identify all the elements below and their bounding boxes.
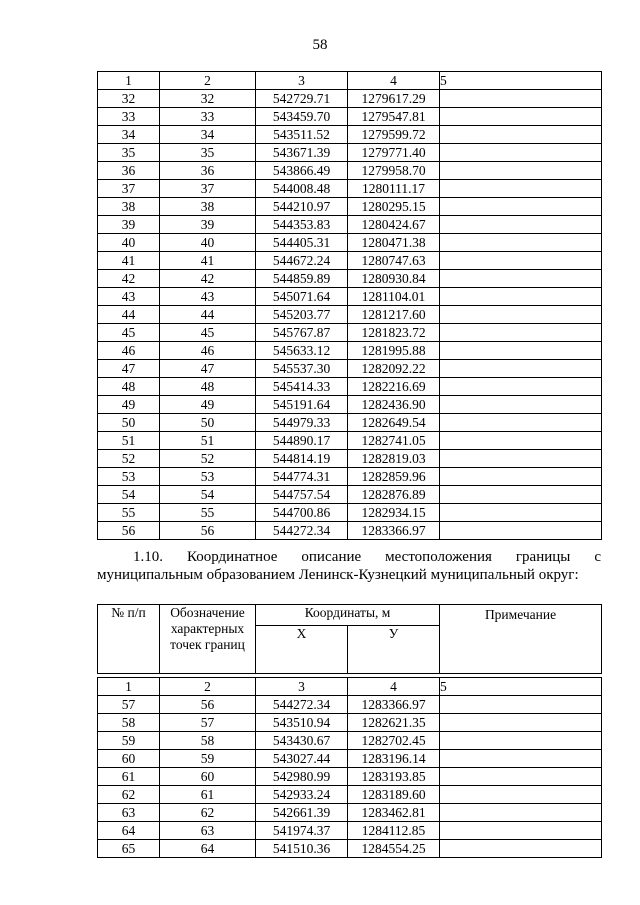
table-cell: 545414.33: [256, 378, 348, 396]
table-cell: 544700.86: [256, 504, 348, 522]
column-number: 4: [348, 72, 440, 90]
table-cell: 1283366.97: [348, 522, 440, 540]
table-cell: [440, 126, 602, 144]
table-row: [98, 288, 602, 306]
table-row: [98, 144, 602, 162]
table-cell: 1280424.67: [348, 216, 440, 234]
table-cell: 60: [98, 750, 160, 768]
table-cell: 1281823.72: [348, 324, 440, 342]
table-row: [98, 306, 602, 324]
table-row: [98, 216, 602, 234]
table-cell: 47: [160, 360, 256, 378]
table-row: [98, 162, 602, 180]
table-cell: 544774.31: [256, 468, 348, 486]
table-cell: 52: [98, 450, 160, 468]
table-cell: 41: [160, 252, 256, 270]
table-cell: [440, 696, 602, 714]
table-cell: 55: [160, 504, 256, 522]
table-cell: 543459.70: [256, 108, 348, 126]
coordinates-table-continued: [97, 71, 602, 540]
table-cell: 1282876.89: [348, 486, 440, 504]
table-cell: 1283462.81: [348, 804, 440, 822]
table-cell: 1282092.22: [348, 360, 440, 378]
table-row: [98, 696, 602, 714]
table-cell: 35: [98, 144, 160, 162]
table-cell: 42: [160, 270, 256, 288]
table-cell: 542933.24: [256, 786, 348, 804]
section-heading-line: 1.10. Координатное описание местоположения границы с: [133, 549, 601, 565]
table-row: [98, 714, 602, 732]
table-cell: [440, 198, 602, 216]
table-cell: [440, 342, 602, 360]
table-cell: 33: [160, 108, 256, 126]
table-cell: [440, 714, 602, 732]
table-cell: 40: [160, 234, 256, 252]
table-cell: 51: [160, 432, 256, 450]
table-cell: 56: [160, 696, 256, 714]
table-cell: [440, 468, 602, 486]
table-cell: 40: [98, 234, 160, 252]
table-cell: 42: [98, 270, 160, 288]
table-row: [98, 180, 602, 198]
table-cell: 544353.83: [256, 216, 348, 234]
column-number: 3: [256, 678, 348, 696]
table-cell: 541510.36: [256, 840, 348, 858]
table-cell: [440, 504, 602, 522]
table-cell: 543027.44: [256, 750, 348, 768]
coordinates-table-new: [97, 677, 602, 858]
table-cell: 1280111.17: [348, 180, 440, 198]
table-cell: 545767.87: [256, 324, 348, 342]
table-cell: 64: [98, 822, 160, 840]
header-x: X: [256, 626, 348, 674]
page-number: 58: [312, 37, 328, 53]
table-cell: 542980.99: [256, 768, 348, 786]
table-cell: 1282934.15: [348, 504, 440, 522]
table-cell: [440, 750, 602, 768]
table-row: [98, 840, 602, 858]
table-row: [98, 378, 602, 396]
table-row: [98, 270, 602, 288]
table-cell: [440, 90, 602, 108]
column-number: 1: [98, 678, 160, 696]
table-row: [98, 732, 602, 750]
column-number: 5: [440, 72, 602, 90]
header-coordinates: Координаты, м: [256, 605, 440, 626]
table-cell: 545071.64: [256, 288, 348, 306]
table-cell: 543510.94: [256, 714, 348, 732]
table-cell: 47: [98, 360, 160, 378]
table-cell: 61: [160, 786, 256, 804]
table-cell: 544979.33: [256, 414, 348, 432]
table-row: [98, 504, 602, 522]
table-row: [98, 768, 602, 786]
table-row: [98, 522, 602, 540]
table-cell: 38: [98, 198, 160, 216]
table-row: [98, 360, 602, 378]
table-cell: 34: [160, 126, 256, 144]
table-cell: [440, 786, 602, 804]
table-cell: 57: [98, 696, 160, 714]
table-cell: 54: [98, 486, 160, 504]
column-number-row: [98, 72, 602, 90]
table-cell: 542729.71: [256, 90, 348, 108]
table-cell: 58: [98, 714, 160, 732]
table-cell: 544008.48: [256, 180, 348, 198]
table-cell: 44: [160, 306, 256, 324]
table-cell: 1282702.45: [348, 732, 440, 750]
table-row: [98, 786, 602, 804]
table-cell: 1282859.96: [348, 468, 440, 486]
column-number: 1: [98, 72, 160, 90]
table-cell: 60: [160, 768, 256, 786]
table-cell: 1282819.03: [348, 450, 440, 468]
table-cell: 1279599.72: [348, 126, 440, 144]
table-cell: 48: [98, 378, 160, 396]
table-cell: 1281104.01: [348, 288, 440, 306]
table-cell: 544859.89: [256, 270, 348, 288]
table-cell: [440, 804, 602, 822]
table-cell: 543430.67: [256, 732, 348, 750]
table-cell: 64: [160, 840, 256, 858]
table-cell: 1281995.88: [348, 342, 440, 360]
table-cell: 63: [160, 822, 256, 840]
table-cell: 1283196.14: [348, 750, 440, 768]
table-cell: 1280747.63: [348, 252, 440, 270]
table-cell: 49: [160, 396, 256, 414]
table-cell: 56: [98, 522, 160, 540]
table-cell: 1282436.90: [348, 396, 440, 414]
table-cell: 62: [160, 804, 256, 822]
table-cell: 50: [98, 414, 160, 432]
table-cell: 1280295.15: [348, 198, 440, 216]
table-cell: [440, 768, 602, 786]
table-cell: 1279958.70: [348, 162, 440, 180]
table-cell: [440, 306, 602, 324]
table-row: [98, 822, 602, 840]
table-cell: 1283366.97: [348, 696, 440, 714]
table-cell: 59: [160, 750, 256, 768]
table-cell: 46: [160, 342, 256, 360]
table-cell: [440, 360, 602, 378]
table-cell: 54: [160, 486, 256, 504]
table-cell: 544890.17: [256, 432, 348, 450]
column-number: 4: [348, 678, 440, 696]
table-cell: 32: [160, 90, 256, 108]
table-cell: [440, 432, 602, 450]
table-cell: 61: [98, 768, 160, 786]
table-cell: [440, 234, 602, 252]
table-cell: 1281217.60: [348, 306, 440, 324]
table-cell: 53: [98, 468, 160, 486]
table-cell: [440, 180, 602, 198]
table-cell: 49: [98, 396, 160, 414]
table-cell: [440, 144, 602, 162]
header-number: № п/п: [98, 605, 160, 674]
table-cell: 39: [160, 216, 256, 234]
table-cell: 50: [160, 414, 256, 432]
table-cell: [440, 486, 602, 504]
table-cell: [440, 252, 602, 270]
table-row: [98, 90, 602, 108]
table-cell: 53: [160, 468, 256, 486]
table-cell: 544672.24: [256, 252, 348, 270]
table-row: [98, 396, 602, 414]
table-cell: 46: [98, 342, 160, 360]
header-y: У: [348, 626, 440, 674]
table-cell: 56: [160, 522, 256, 540]
table-row: [98, 198, 602, 216]
table-cell: 35: [160, 144, 256, 162]
table-cell: 62: [98, 786, 160, 804]
table-cell: 65: [98, 840, 160, 858]
table-cell: 1284554.25: [348, 840, 440, 858]
table-cell: [440, 378, 602, 396]
table-cell: 544272.34: [256, 522, 348, 540]
table-cell: 544272.34: [256, 696, 348, 714]
table-cell: 55: [98, 504, 160, 522]
table-cell: 63: [98, 804, 160, 822]
column-number: 3: [256, 72, 348, 90]
table-row: [98, 468, 602, 486]
table-cell: 542661.39: [256, 804, 348, 822]
table-cell: 545191.64: [256, 396, 348, 414]
table-row: [98, 234, 602, 252]
table-cell: 59: [98, 732, 160, 750]
table-cell: 34: [98, 126, 160, 144]
table-row: [98, 432, 602, 450]
column-number: 2: [160, 678, 256, 696]
table-cell: 1280471.38: [348, 234, 440, 252]
table-row: [98, 414, 602, 432]
column-number-row: [98, 678, 602, 696]
table-cell: 37: [98, 180, 160, 198]
table-cell: 1280930.84: [348, 270, 440, 288]
table-cell: 33: [98, 108, 160, 126]
table-cell: 543671.39: [256, 144, 348, 162]
table-cell: 541974.37: [256, 822, 348, 840]
table-cell: 545537.30: [256, 360, 348, 378]
table-cell: 1279771.40: [348, 144, 440, 162]
table-row: [98, 108, 602, 126]
table-cell: 544814.19: [256, 450, 348, 468]
table-cell: 39: [98, 216, 160, 234]
table-cell: 1279547.81: [348, 108, 440, 126]
table-cell: 1282741.05: [348, 432, 440, 450]
table-cell: 45: [98, 324, 160, 342]
table-cell: 38: [160, 198, 256, 216]
table-row: [98, 450, 602, 468]
table-cell: [440, 414, 602, 432]
table-cell: 1279617.29: [348, 90, 440, 108]
table-cell: [440, 216, 602, 234]
table-cell: [440, 840, 602, 858]
table-cell: 37: [160, 180, 256, 198]
table-cell: 545203.77: [256, 306, 348, 324]
table-cell: 1284112.85: [348, 822, 440, 840]
table-cell: [440, 270, 602, 288]
table-cell: 41: [98, 252, 160, 270]
table-cell: 45: [160, 324, 256, 342]
header-note: Примечание: [440, 605, 602, 674]
table-cell: 32: [98, 90, 160, 108]
table-cell: [440, 108, 602, 126]
table-row: [98, 342, 602, 360]
table-cell: 52: [160, 450, 256, 468]
table-cell: [440, 822, 602, 840]
table-row: [98, 324, 602, 342]
table-cell: [440, 522, 602, 540]
table-cell: 44: [98, 306, 160, 324]
table-cell: 543866.49: [256, 162, 348, 180]
table-cell: 1282216.69: [348, 378, 440, 396]
table-row: [98, 750, 602, 768]
table-row: [98, 486, 602, 504]
table-cell: 1282621.35: [348, 714, 440, 732]
table-cell: 48: [160, 378, 256, 396]
table-cell: 544210.97: [256, 198, 348, 216]
table-cell: [440, 162, 602, 180]
table-cell: [440, 732, 602, 750]
table-cell: 43: [160, 288, 256, 306]
table-cell: 543511.52: [256, 126, 348, 144]
table-cell: 545633.12: [256, 342, 348, 360]
table-cell: 544757.54: [256, 486, 348, 504]
table-cell: 544405.31: [256, 234, 348, 252]
table-cell: 58: [160, 732, 256, 750]
table-cell: [440, 396, 602, 414]
table-row: [98, 804, 602, 822]
table-cell: 1282649.54: [348, 414, 440, 432]
table-cell: 1283189.60: [348, 786, 440, 804]
header-point-designation: Обозначение характерных точек границ: [160, 605, 256, 674]
table-cell: [440, 288, 602, 306]
table-row: [98, 126, 602, 144]
table-cell: 43: [98, 288, 160, 306]
table-cell: 57: [160, 714, 256, 732]
table-cell: 51: [98, 432, 160, 450]
coordinates-table-header: [97, 604, 602, 674]
table-cell: [440, 324, 602, 342]
table-cell: 36: [160, 162, 256, 180]
section-heading-line-2: муниципальным образованием Ленинск-Кузнецкий муниципальный округ:: [97, 567, 579, 583]
table-row: [98, 252, 602, 270]
table-cell: [440, 450, 602, 468]
table-cell: 36: [98, 162, 160, 180]
column-number: 2: [160, 72, 256, 90]
table-cell: 1283193.85: [348, 768, 440, 786]
column-number: 5: [440, 678, 602, 696]
